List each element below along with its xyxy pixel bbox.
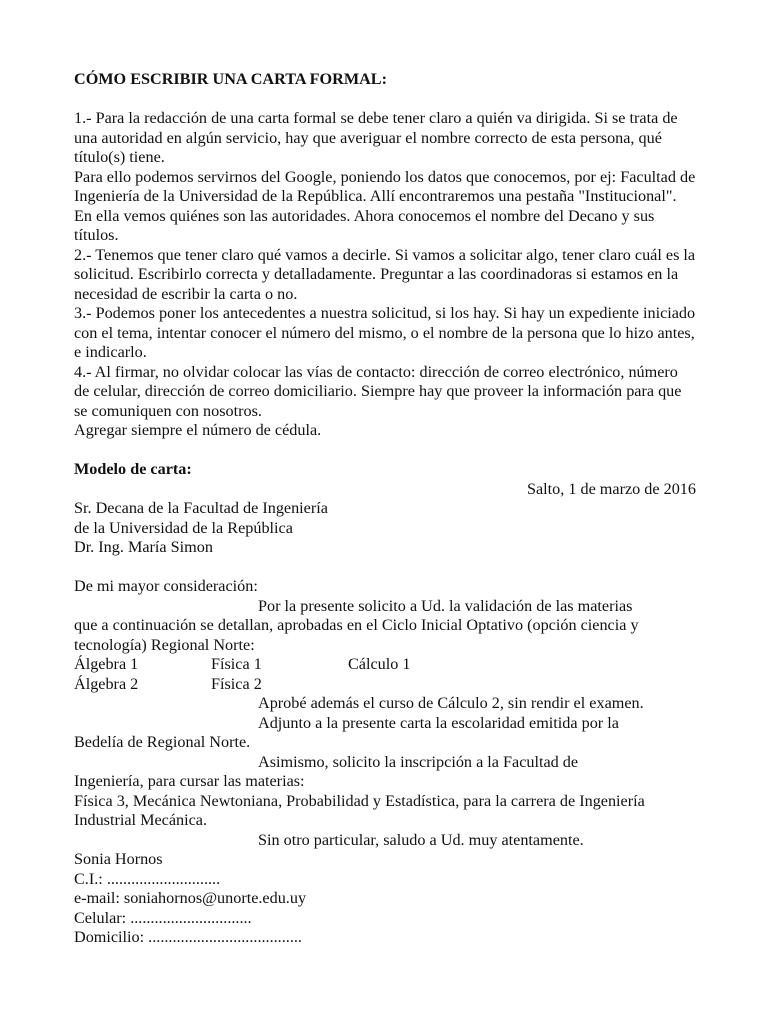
letter-closing: Sin otro particular, saludo a Ud. muy atentamente. [258,830,584,849]
recipient-line: Sr. Decana de la Facultad de Ingeniería [74,499,328,517]
recipient-line: de la Universidad de la República [74,518,293,537]
letter-body-3-rest: Bedelía de Regional Norte. [74,733,251,751]
letter-salutation: De mi mayor consideración: [74,577,258,595]
spacer [74,441,696,461]
signature-celular: Celular: .............................. [74,908,252,927]
recipient-line: Dr. Ing. María Simon [74,538,213,556]
signature-ci: C.I.: ............................ [74,869,221,888]
letter-body-3-first-line: Adjunto a la presente carta la escolaridad emitida por la [258,713,619,732]
letter-recipient [74,499,696,558]
page-title: CÓMO ESCRIBIR UNA CARTA FORMAL: [74,70,387,88]
signature-name: Sonia Hornos [74,850,163,868]
letter-body-4-first-line: Asimismo, solicito la inscripción a la Facultad de [258,752,579,771]
subjects-row [74,655,696,675]
instruction-paragraph-1: 1.- Para la redacción de una carta formal se debe tener claro a quién va dirigida. Si se trata de una autoridad en algún servicio, hay que averiguar el nombre correcto de esta persona, qué título(s) tiene. [74,109,678,166]
instruction-paragraph-6: Agregar siempre el número de cédula. [74,421,322,439]
letter-model [74,480,696,948]
letter-body-1-rest: que a continuación se detallan, aprobadas en el Ciclo Inicial Optativo (opción ciencia y tecnología) Regional Norte: [74,616,639,654]
instruction-paragraph-3: 2.- Tenemos que tener claro qué vamos a decirle. Si vamos a solicitar algo, tener claro cuál es la solicitud. Escribirlo correcta y detalladamente. Preguntar a las coordinadoras si estamos en la necesidad de escribir la carta o no. [74,245,696,303]
letter-body-5: Física 3, Mecánica Newtoniana, Probabilidad y Estadística, para la carrera de Ingeniería Industrial Mecánica. [74,791,645,829]
subject-cell: Álgebra 2 [74,674,139,693]
spacer [74,558,696,578]
instruction-paragraph-2: Para ello podemos servirnos del Google, poniendo los datos que conocemos, por ej: Facultad de Ingeniería de la Universidad de la República. Allí encontraremos una pestaña "Institucional". En ella vemos quiénes son las autoridades. Ahora conocemos el nombre del Decano y sus títulos. [74,167,696,244]
letter-body-4-rest: Ingeniería, para cursar las materias: [74,772,305,790]
subject-cell: Física 1 [211,655,262,673]
letter-body-1-first-line: Por la presente solicito a Ud. la validación de las materias [258,596,633,615]
instruction-paragraph-4: 3.- Podemos poner los antecedentes a nuestra solicitud, si los hay. Si hay un expediente iniciado con el tema, intentar conocer el número del mismo, o el nombre de la persona que lo hizo antes, e indicarlo. [74,304,696,361]
letter-signature [74,850,696,948]
subject-cell: Álgebra 1 [74,655,139,673]
subject-cell: Cálculo 1 [348,655,411,673]
signature-domicilio: Domicilio: ...................................... [74,928,302,946]
subject-cell: Física 2 [211,674,262,693]
letter-date: Salto, 1 de marzo de 2016 [526,479,696,498]
document-content [74,70,696,948]
model-heading: Modelo de carta: [74,460,192,478]
signature-email: e-mail: soniahornos@unorte.edu.uy [74,889,307,907]
subjects-table [74,655,696,694]
instruction-paragraph-5: 4.- Al firmar, no olvidar colocar las vías de contacto: dirección de correo electrónico, número de celular, dirección de correo domiciliario. Siempre hay que proveer la información para que se comuniquen con nosotros. [74,362,682,420]
letter-body-2: Aprobé además el curso de Cálculo 2, sin rendir el examen. [258,694,644,712]
subjects-row [74,675,696,695]
spacer [74,90,696,110]
